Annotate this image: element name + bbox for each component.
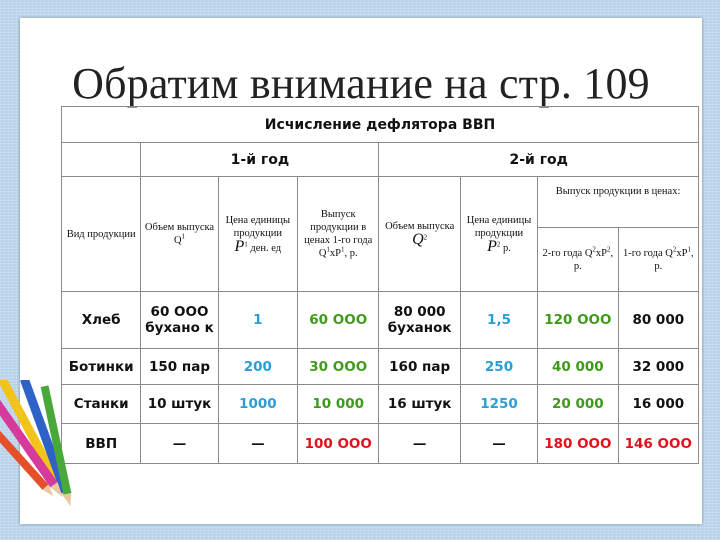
row-name: Хлеб [62, 292, 141, 349]
cell-q1: 150 пар [141, 349, 218, 385]
cell-q2: 160 пар [379, 349, 460, 385]
cell-p1: 1000 [218, 385, 297, 424]
empty-cell [62, 143, 141, 177]
cell-output1: 100 ООО [298, 424, 379, 464]
table-row [62, 292, 699, 349]
cell-p2: 1250 [460, 385, 537, 424]
colored-pencils-icon [0, 380, 90, 530]
cell-output-y2: 180 ООО [538, 424, 618, 464]
col-output1-header: Выпуск продукции в ценах 1-го года $Q^1хP^1$, р. [298, 177, 379, 292]
cell-output-y1: 16 000 [618, 385, 698, 424]
cell-output1: 30 ООО [298, 349, 379, 385]
cell-q2: — [379, 424, 460, 464]
table-row [62, 385, 699, 424]
cell-output-y1: 80 000 [618, 292, 698, 349]
cell-p2: — [460, 424, 537, 464]
cell-p1: — [218, 424, 297, 464]
row-name: Станки [62, 385, 141, 424]
table-caption: Исчисление дефлятора ВВП [62, 107, 699, 143]
cell-p1: 200 [218, 349, 297, 385]
col-output-y2-header: 2-го года $Q^2хP^2$, р. [538, 228, 618, 292]
slide [20, 18, 702, 524]
cell-output1: 10 000 [298, 385, 379, 424]
cell-q1: — [141, 424, 218, 464]
cell-q1: 60 ООО бухано к [141, 292, 218, 349]
cell-output-y2: 120 ООО [538, 292, 618, 349]
col-p1-header: Цена единицы продукции $P^1$ ден. ед [218, 177, 297, 292]
cell-p2: 250 [460, 349, 537, 385]
col-q2-header: Объем выпуска $Q^2$ [379, 177, 460, 292]
slide-title: Обратим внимание на стр. 109 [72, 59, 650, 108]
cell-p1: 1 [218, 292, 297, 349]
col-product-header: Вид продукции [62, 177, 141, 292]
year2-header: 2-й год [379, 143, 699, 177]
col-output-group-header: Выпуск продукции в ценах: [538, 177, 699, 228]
cell-p2: 1,5 [460, 292, 537, 349]
cell-output-y2: 40 000 [538, 349, 618, 385]
cell-output-y1: 32 000 [618, 349, 698, 385]
year1-header: 1-й год [141, 143, 379, 177]
cell-q1: 10 штук [141, 385, 218, 424]
row-name: ВВП [62, 424, 141, 464]
cell-output1: 60 ООО [298, 292, 379, 349]
cell-q2: 80 000 буханок [379, 292, 460, 349]
cell-output-y1: 146 ООО [618, 424, 698, 464]
gdp-deflator-table [61, 106, 699, 464]
col-p2-header: Цена единицы продукции $P^2$ р. [460, 177, 537, 292]
cell-q2: 16 штук [379, 385, 460, 424]
cell-output-y2: 20 000 [538, 385, 618, 424]
col-output-y1-header: 1-го года $Q^2хP^1$, р. [618, 228, 698, 292]
table-row [62, 349, 699, 385]
row-name: Ботинки [62, 349, 141, 385]
col-q1-header: Объем выпуска $Q^1$ [141, 177, 218, 292]
table-row [62, 424, 699, 464]
